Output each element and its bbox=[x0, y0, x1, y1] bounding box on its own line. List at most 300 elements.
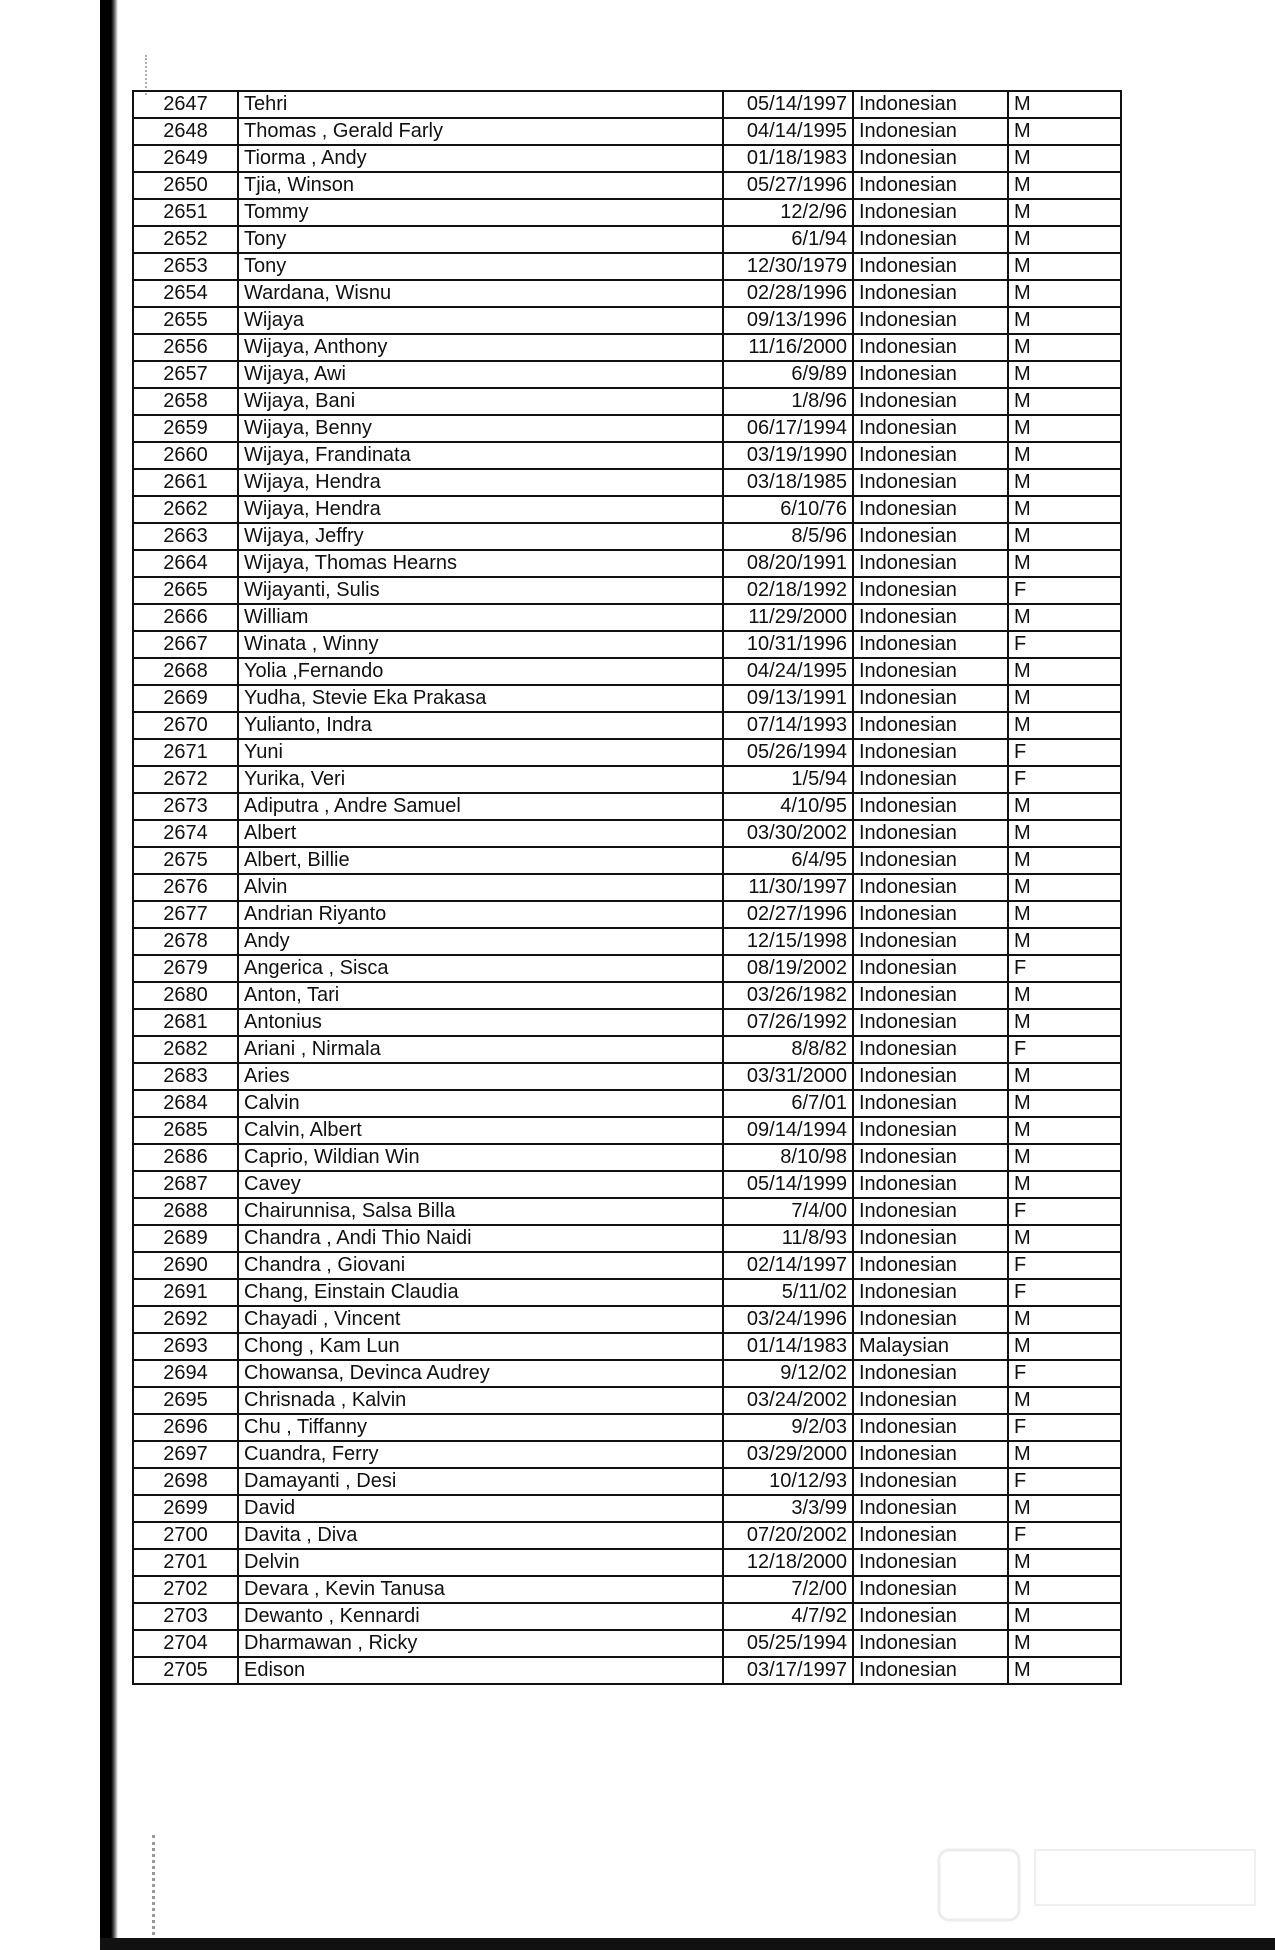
row-number: 2660 bbox=[133, 442, 238, 469]
row-name: William bbox=[238, 604, 723, 631]
row-birthdate: 11/30/1997 bbox=[723, 874, 853, 901]
table-row bbox=[133, 307, 1121, 334]
row-birthdate: 07/14/1993 bbox=[723, 712, 853, 739]
row-sex: M bbox=[1008, 307, 1121, 334]
row-birthdate: 03/17/1997 bbox=[723, 1657, 853, 1684]
row-birthdate: 8/10/98 bbox=[723, 1144, 853, 1171]
row-sex: M bbox=[1008, 1495, 1121, 1522]
row-sex: M bbox=[1008, 253, 1121, 280]
row-sex: M bbox=[1008, 874, 1121, 901]
row-sex: M bbox=[1008, 91, 1121, 118]
row-sex: M bbox=[1008, 1063, 1121, 1090]
row-sex: M bbox=[1008, 1009, 1121, 1036]
row-sex: M bbox=[1008, 1117, 1121, 1144]
row-birthdate: 6/9/89 bbox=[723, 361, 853, 388]
row-sex: M bbox=[1008, 442, 1121, 469]
table-row bbox=[133, 847, 1121, 874]
row-sex: F bbox=[1008, 1522, 1121, 1549]
row-nationality: Indonesian bbox=[853, 1198, 1008, 1225]
row-sex: M bbox=[1008, 604, 1121, 631]
row-birthdate: 12/15/1998 bbox=[723, 928, 853, 955]
row-name: Yudha, Stevie Eka Prakasa bbox=[238, 685, 723, 712]
row-number: 2666 bbox=[133, 604, 238, 631]
row-number: 2689 bbox=[133, 1225, 238, 1252]
row-number: 2659 bbox=[133, 415, 238, 442]
row-name: Adiputra , Andre Samuel bbox=[238, 793, 723, 820]
row-name: Angerica , Sisca bbox=[238, 955, 723, 982]
row-number: 2690 bbox=[133, 1252, 238, 1279]
row-sex: M bbox=[1008, 928, 1121, 955]
table-row bbox=[133, 415, 1121, 442]
row-name: Thomas , Gerald Farly bbox=[238, 118, 723, 145]
row-birthdate: 6/7/01 bbox=[723, 1090, 853, 1117]
row-name: Calvin, Albert bbox=[238, 1117, 723, 1144]
table-row bbox=[133, 658, 1121, 685]
row-nationality: Indonesian bbox=[853, 469, 1008, 496]
row-birthdate: 03/19/1990 bbox=[723, 442, 853, 469]
row-number: 2657 bbox=[133, 361, 238, 388]
row-birthdate: 9/12/02 bbox=[723, 1360, 853, 1387]
row-sex: F bbox=[1008, 1468, 1121, 1495]
row-sex: M bbox=[1008, 685, 1121, 712]
row-nationality: Indonesian bbox=[853, 1036, 1008, 1063]
row-number: 2675 bbox=[133, 847, 238, 874]
row-birthdate: 6/4/95 bbox=[723, 847, 853, 874]
row-nationality: Indonesian bbox=[853, 1657, 1008, 1684]
row-sex: F bbox=[1008, 631, 1121, 658]
row-number: 2658 bbox=[133, 388, 238, 415]
row-birthdate: 01/18/1983 bbox=[723, 145, 853, 172]
row-name: Tjia, Winson bbox=[238, 172, 723, 199]
row-birthdate: 10/31/1996 bbox=[723, 631, 853, 658]
row-sex: M bbox=[1008, 901, 1121, 928]
row-birthdate: 1/5/94 bbox=[723, 766, 853, 793]
row-nationality: Indonesian bbox=[853, 334, 1008, 361]
row-birthdate: 5/11/02 bbox=[723, 1279, 853, 1306]
row-number: 2665 bbox=[133, 577, 238, 604]
row-nationality: Indonesian bbox=[853, 631, 1008, 658]
row-name: Wijaya, Awi bbox=[238, 361, 723, 388]
row-birthdate: 8/5/96 bbox=[723, 523, 853, 550]
row-nationality: Indonesian bbox=[853, 1009, 1008, 1036]
row-sex: M bbox=[1008, 712, 1121, 739]
row-name: Andrian Riyanto bbox=[238, 901, 723, 928]
row-nationality: Indonesian bbox=[853, 496, 1008, 523]
row-name: Anton, Tari bbox=[238, 982, 723, 1009]
row-nationality: Indonesian bbox=[853, 1306, 1008, 1333]
table-row bbox=[133, 1522, 1121, 1549]
table-row bbox=[133, 388, 1121, 415]
table-row bbox=[133, 1144, 1121, 1171]
row-number: 2655 bbox=[133, 307, 238, 334]
row-sex: M bbox=[1008, 1225, 1121, 1252]
row-sex: M bbox=[1008, 847, 1121, 874]
row-nationality: Indonesian bbox=[853, 766, 1008, 793]
row-number: 2663 bbox=[133, 523, 238, 550]
row-nationality: Indonesian bbox=[853, 1522, 1008, 1549]
row-number: 2683 bbox=[133, 1063, 238, 1090]
row-name: Chayadi , Vincent bbox=[238, 1306, 723, 1333]
row-sex: F bbox=[1008, 1279, 1121, 1306]
row-sex: M bbox=[1008, 982, 1121, 1009]
row-name: Damayanti , Desi bbox=[238, 1468, 723, 1495]
row-nationality: Indonesian bbox=[853, 550, 1008, 577]
table-row bbox=[133, 1090, 1121, 1117]
row-sex: M bbox=[1008, 523, 1121, 550]
row-sex: M bbox=[1008, 496, 1121, 523]
row-name: Albert bbox=[238, 820, 723, 847]
row-name: Wijayanti, Sulis bbox=[238, 577, 723, 604]
row-number: 2685 bbox=[133, 1117, 238, 1144]
table-row bbox=[133, 1630, 1121, 1657]
row-number: 2679 bbox=[133, 955, 238, 982]
row-nationality: Indonesian bbox=[853, 1252, 1008, 1279]
row-name: Chrisnada , Kalvin bbox=[238, 1387, 723, 1414]
table-row bbox=[133, 550, 1121, 577]
row-birthdate: 12/2/96 bbox=[723, 199, 853, 226]
row-number: 2687 bbox=[133, 1171, 238, 1198]
scan-left-edge bbox=[100, 0, 118, 1950]
row-nationality: Indonesian bbox=[853, 1171, 1008, 1198]
row-birthdate: 05/25/1994 bbox=[723, 1630, 853, 1657]
row-nationality: Indonesian bbox=[853, 1360, 1008, 1387]
row-name: Wijaya, Thomas Hearns bbox=[238, 550, 723, 577]
row-name: Tiorma , Andy bbox=[238, 145, 723, 172]
row-name: Wijaya, Benny bbox=[238, 415, 723, 442]
row-sex: M bbox=[1008, 658, 1121, 685]
row-name: Devara , Kevin Tanusa bbox=[238, 1576, 723, 1603]
row-birthdate: 03/24/1996 bbox=[723, 1306, 853, 1333]
row-number: 2652 bbox=[133, 226, 238, 253]
row-nationality: Malaysian bbox=[853, 1333, 1008, 1360]
roster-body bbox=[133, 91, 1121, 1684]
row-birthdate: 9/2/03 bbox=[723, 1414, 853, 1441]
row-name: Tommy bbox=[238, 199, 723, 226]
row-number: 2700 bbox=[133, 1522, 238, 1549]
row-number: 2677 bbox=[133, 901, 238, 928]
row-birthdate: 7/2/00 bbox=[723, 1576, 853, 1603]
row-sex: F bbox=[1008, 1252, 1121, 1279]
row-nationality: Indonesian bbox=[853, 361, 1008, 388]
row-number: 2692 bbox=[133, 1306, 238, 1333]
table-row bbox=[133, 91, 1121, 118]
row-birthdate: 09/13/1991 bbox=[723, 685, 853, 712]
table-row bbox=[133, 928, 1121, 955]
row-birthdate: 03/29/2000 bbox=[723, 1441, 853, 1468]
row-number: 2694 bbox=[133, 1360, 238, 1387]
row-number: 2704 bbox=[133, 1630, 238, 1657]
row-sex: F bbox=[1008, 766, 1121, 793]
row-name: Edison bbox=[238, 1657, 723, 1684]
row-sex: M bbox=[1008, 820, 1121, 847]
row-sex: M bbox=[1008, 361, 1121, 388]
row-name: Andy bbox=[238, 928, 723, 955]
row-name: Chang, Einstain Claudia bbox=[238, 1279, 723, 1306]
row-nationality: Indonesian bbox=[853, 793, 1008, 820]
table-row bbox=[133, 199, 1121, 226]
row-nationality: Indonesian bbox=[853, 253, 1008, 280]
table-row bbox=[133, 1036, 1121, 1063]
row-nationality: Indonesian bbox=[853, 1603, 1008, 1630]
row-birthdate: 6/10/76 bbox=[723, 496, 853, 523]
table-row bbox=[133, 1414, 1121, 1441]
row-nationality: Indonesian bbox=[853, 1495, 1008, 1522]
table-row bbox=[133, 766, 1121, 793]
row-number: 2669 bbox=[133, 685, 238, 712]
row-number: 2661 bbox=[133, 469, 238, 496]
scan-specks-bottom bbox=[152, 1835, 169, 1935]
row-sex: F bbox=[1008, 1036, 1121, 1063]
row-name: Chu , Tiffanny bbox=[238, 1414, 723, 1441]
row-birthdate: 3/3/99 bbox=[723, 1495, 853, 1522]
row-name: Winata , Winny bbox=[238, 631, 723, 658]
row-birthdate: 08/20/1991 bbox=[723, 550, 853, 577]
row-birthdate: 06/17/1994 bbox=[723, 415, 853, 442]
table-row bbox=[133, 631, 1121, 658]
table-row bbox=[133, 685, 1121, 712]
table-row bbox=[133, 280, 1121, 307]
row-name: David bbox=[238, 1495, 723, 1522]
row-name: Dewanto , Kennardi bbox=[238, 1603, 723, 1630]
row-birthdate: 09/14/1994 bbox=[723, 1117, 853, 1144]
row-birthdate: 4/10/95 bbox=[723, 793, 853, 820]
row-number: 2662 bbox=[133, 496, 238, 523]
row-number: 2686 bbox=[133, 1144, 238, 1171]
row-name: Wijaya, Anthony bbox=[238, 334, 723, 361]
row-name: Dharmawan , Ricky bbox=[238, 1630, 723, 1657]
row-birthdate: 8/8/82 bbox=[723, 1036, 853, 1063]
row-birthdate: 09/13/1996 bbox=[723, 307, 853, 334]
row-birthdate: 05/14/1997 bbox=[723, 91, 853, 118]
row-nationality: Indonesian bbox=[853, 91, 1008, 118]
row-number: 2670 bbox=[133, 712, 238, 739]
row-name: Antonius bbox=[238, 1009, 723, 1036]
row-number: 2649 bbox=[133, 145, 238, 172]
row-nationality: Indonesian bbox=[853, 388, 1008, 415]
row-number: 2672 bbox=[133, 766, 238, 793]
table-row bbox=[133, 1171, 1121, 1198]
row-birthdate: 05/14/1999 bbox=[723, 1171, 853, 1198]
table-row bbox=[133, 982, 1121, 1009]
row-birthdate: 4/7/92 bbox=[723, 1603, 853, 1630]
row-number: 2703 bbox=[133, 1603, 238, 1630]
row-birthdate: 05/26/1994 bbox=[723, 739, 853, 766]
row-sex: M bbox=[1008, 793, 1121, 820]
row-nationality: Indonesian bbox=[853, 118, 1008, 145]
table-row bbox=[133, 1360, 1121, 1387]
row-name: Yuni bbox=[238, 739, 723, 766]
row-number: 2673 bbox=[133, 793, 238, 820]
row-birthdate: 10/12/93 bbox=[723, 1468, 853, 1495]
row-name: Chong , Kam Lun bbox=[238, 1333, 723, 1360]
row-sex: M bbox=[1008, 1603, 1121, 1630]
row-number: 2680 bbox=[133, 982, 238, 1009]
row-name: Delvin bbox=[238, 1549, 723, 1576]
table-row bbox=[133, 1468, 1121, 1495]
row-number: 2682 bbox=[133, 1036, 238, 1063]
row-sex: M bbox=[1008, 1549, 1121, 1576]
row-nationality: Indonesian bbox=[853, 1576, 1008, 1603]
row-sex: M bbox=[1008, 145, 1121, 172]
row-name: Davita , Diva bbox=[238, 1522, 723, 1549]
row-sex: M bbox=[1008, 118, 1121, 145]
row-nationality: Indonesian bbox=[853, 604, 1008, 631]
table-row bbox=[133, 1225, 1121, 1252]
row-number: 2697 bbox=[133, 1441, 238, 1468]
table-row bbox=[133, 496, 1121, 523]
row-number: 2647 bbox=[133, 91, 238, 118]
row-name: Chandra , Giovani bbox=[238, 1252, 723, 1279]
row-number: 2699 bbox=[133, 1495, 238, 1522]
row-name: Chandra , Andi Thio Naidi bbox=[238, 1225, 723, 1252]
row-nationality: Indonesian bbox=[853, 901, 1008, 928]
row-number: 2702 bbox=[133, 1576, 238, 1603]
row-birthdate: 12/18/2000 bbox=[723, 1549, 853, 1576]
table-row bbox=[133, 334, 1121, 361]
row-birthdate: 03/18/1985 bbox=[723, 469, 853, 496]
row-sex: F bbox=[1008, 1360, 1121, 1387]
table-row bbox=[133, 793, 1121, 820]
row-birthdate: 03/26/1982 bbox=[723, 982, 853, 1009]
table-row bbox=[133, 1333, 1121, 1360]
row-sex: M bbox=[1008, 1306, 1121, 1333]
row-nationality: Indonesian bbox=[853, 955, 1008, 982]
row-number: 2691 bbox=[133, 1279, 238, 1306]
table-row bbox=[133, 1279, 1121, 1306]
row-nationality: Indonesian bbox=[853, 1279, 1008, 1306]
row-number: 2701 bbox=[133, 1549, 238, 1576]
scan-bottom-edge bbox=[100, 1938, 1275, 1950]
table-row bbox=[133, 955, 1121, 982]
row-birthdate: 11/8/93 bbox=[723, 1225, 853, 1252]
row-number: 2648 bbox=[133, 118, 238, 145]
row-sex: M bbox=[1008, 1333, 1121, 1360]
row-sex: M bbox=[1008, 415, 1121, 442]
row-name: Aries bbox=[238, 1063, 723, 1090]
row-nationality: Indonesian bbox=[853, 1468, 1008, 1495]
row-name: Albert, Billie bbox=[238, 847, 723, 874]
row-nationality: Indonesian bbox=[853, 172, 1008, 199]
row-birthdate: 01/14/1983 bbox=[723, 1333, 853, 1360]
row-nationality: Indonesian bbox=[853, 415, 1008, 442]
table-row bbox=[133, 172, 1121, 199]
roster-table bbox=[132, 90, 1122, 1685]
row-sex: F bbox=[1008, 955, 1121, 982]
table-row bbox=[133, 739, 1121, 766]
row-number: 2684 bbox=[133, 1090, 238, 1117]
table-row bbox=[133, 1117, 1121, 1144]
row-birthdate: 02/27/1996 bbox=[723, 901, 853, 928]
row-sex: M bbox=[1008, 388, 1121, 415]
row-name: Yurika, Veri bbox=[238, 766, 723, 793]
row-number: 2668 bbox=[133, 658, 238, 685]
row-name: Cuandra, Ferry bbox=[238, 1441, 723, 1468]
row-birthdate: 12/30/1979 bbox=[723, 253, 853, 280]
row-sex: M bbox=[1008, 1144, 1121, 1171]
row-birthdate: 03/24/2002 bbox=[723, 1387, 853, 1414]
row-number: 2650 bbox=[133, 172, 238, 199]
row-number: 2696 bbox=[133, 1414, 238, 1441]
table-row bbox=[133, 1063, 1121, 1090]
table-row bbox=[133, 820, 1121, 847]
row-nationality: Indonesian bbox=[853, 1387, 1008, 1414]
table-row bbox=[133, 1198, 1121, 1225]
table-row bbox=[133, 577, 1121, 604]
row-birthdate: 05/27/1996 bbox=[723, 172, 853, 199]
table-row bbox=[133, 523, 1121, 550]
row-nationality: Indonesian bbox=[853, 280, 1008, 307]
row-name: Alvin bbox=[238, 874, 723, 901]
row-nationality: Indonesian bbox=[853, 442, 1008, 469]
table-row bbox=[133, 604, 1121, 631]
row-nationality: Indonesian bbox=[853, 1225, 1008, 1252]
row-sex: M bbox=[1008, 1630, 1121, 1657]
table-row bbox=[133, 874, 1121, 901]
row-name: Chairunnisa, Salsa Billa bbox=[238, 1198, 723, 1225]
row-sex: M bbox=[1008, 1090, 1121, 1117]
table-row bbox=[133, 226, 1121, 253]
row-number: 2671 bbox=[133, 739, 238, 766]
row-name: Cavey bbox=[238, 1171, 723, 1198]
table-row bbox=[133, 1387, 1121, 1414]
row-birthdate: 03/31/2000 bbox=[723, 1063, 853, 1090]
table-row bbox=[133, 1657, 1121, 1684]
row-name: Chowansa, Devinca Audrey bbox=[238, 1360, 723, 1387]
table-row bbox=[133, 1252, 1121, 1279]
row-birthdate: 03/30/2002 bbox=[723, 820, 853, 847]
row-name: Wardana, Wisnu bbox=[238, 280, 723, 307]
row-birthdate: 7/4/00 bbox=[723, 1198, 853, 1225]
row-number: 2667 bbox=[133, 631, 238, 658]
table-row bbox=[133, 1009, 1121, 1036]
watermark-logo bbox=[935, 1830, 1265, 1930]
row-nationality: Indonesian bbox=[853, 928, 1008, 955]
row-sex: M bbox=[1008, 1387, 1121, 1414]
row-nationality: Indonesian bbox=[853, 1090, 1008, 1117]
row-birthdate: 6/1/94 bbox=[723, 226, 853, 253]
table-row bbox=[133, 361, 1121, 388]
row-nationality: Indonesian bbox=[853, 145, 1008, 172]
row-nationality: Indonesian bbox=[853, 307, 1008, 334]
row-sex: M bbox=[1008, 1576, 1121, 1603]
row-name: Wijaya, Hendra bbox=[238, 469, 723, 496]
row-number: 2653 bbox=[133, 253, 238, 280]
row-birthdate: 07/26/1992 bbox=[723, 1009, 853, 1036]
row-nationality: Indonesian bbox=[853, 1549, 1008, 1576]
row-sex: M bbox=[1008, 226, 1121, 253]
row-sex: F bbox=[1008, 1414, 1121, 1441]
row-name: Wijaya, Hendra bbox=[238, 496, 723, 523]
row-number: 2693 bbox=[133, 1333, 238, 1360]
row-birthdate: 11/16/2000 bbox=[723, 334, 853, 361]
row-sex: M bbox=[1008, 1441, 1121, 1468]
row-name: Wijaya, Bani bbox=[238, 388, 723, 415]
row-sex: M bbox=[1008, 469, 1121, 496]
row-number: 2698 bbox=[133, 1468, 238, 1495]
table-row bbox=[133, 118, 1121, 145]
row-birthdate: 02/14/1997 bbox=[723, 1252, 853, 1279]
row-name: Caprio, Wildian Win bbox=[238, 1144, 723, 1171]
row-nationality: Indonesian bbox=[853, 820, 1008, 847]
row-nationality: Indonesian bbox=[853, 523, 1008, 550]
row-birthdate: 07/20/2002 bbox=[723, 1522, 853, 1549]
row-sex: M bbox=[1008, 172, 1121, 199]
table-row bbox=[133, 1441, 1121, 1468]
row-sex: F bbox=[1008, 577, 1121, 604]
row-name: Calvin bbox=[238, 1090, 723, 1117]
row-name: Wijaya, Frandinata bbox=[238, 442, 723, 469]
row-birthdate: 08/19/2002 bbox=[723, 955, 853, 982]
